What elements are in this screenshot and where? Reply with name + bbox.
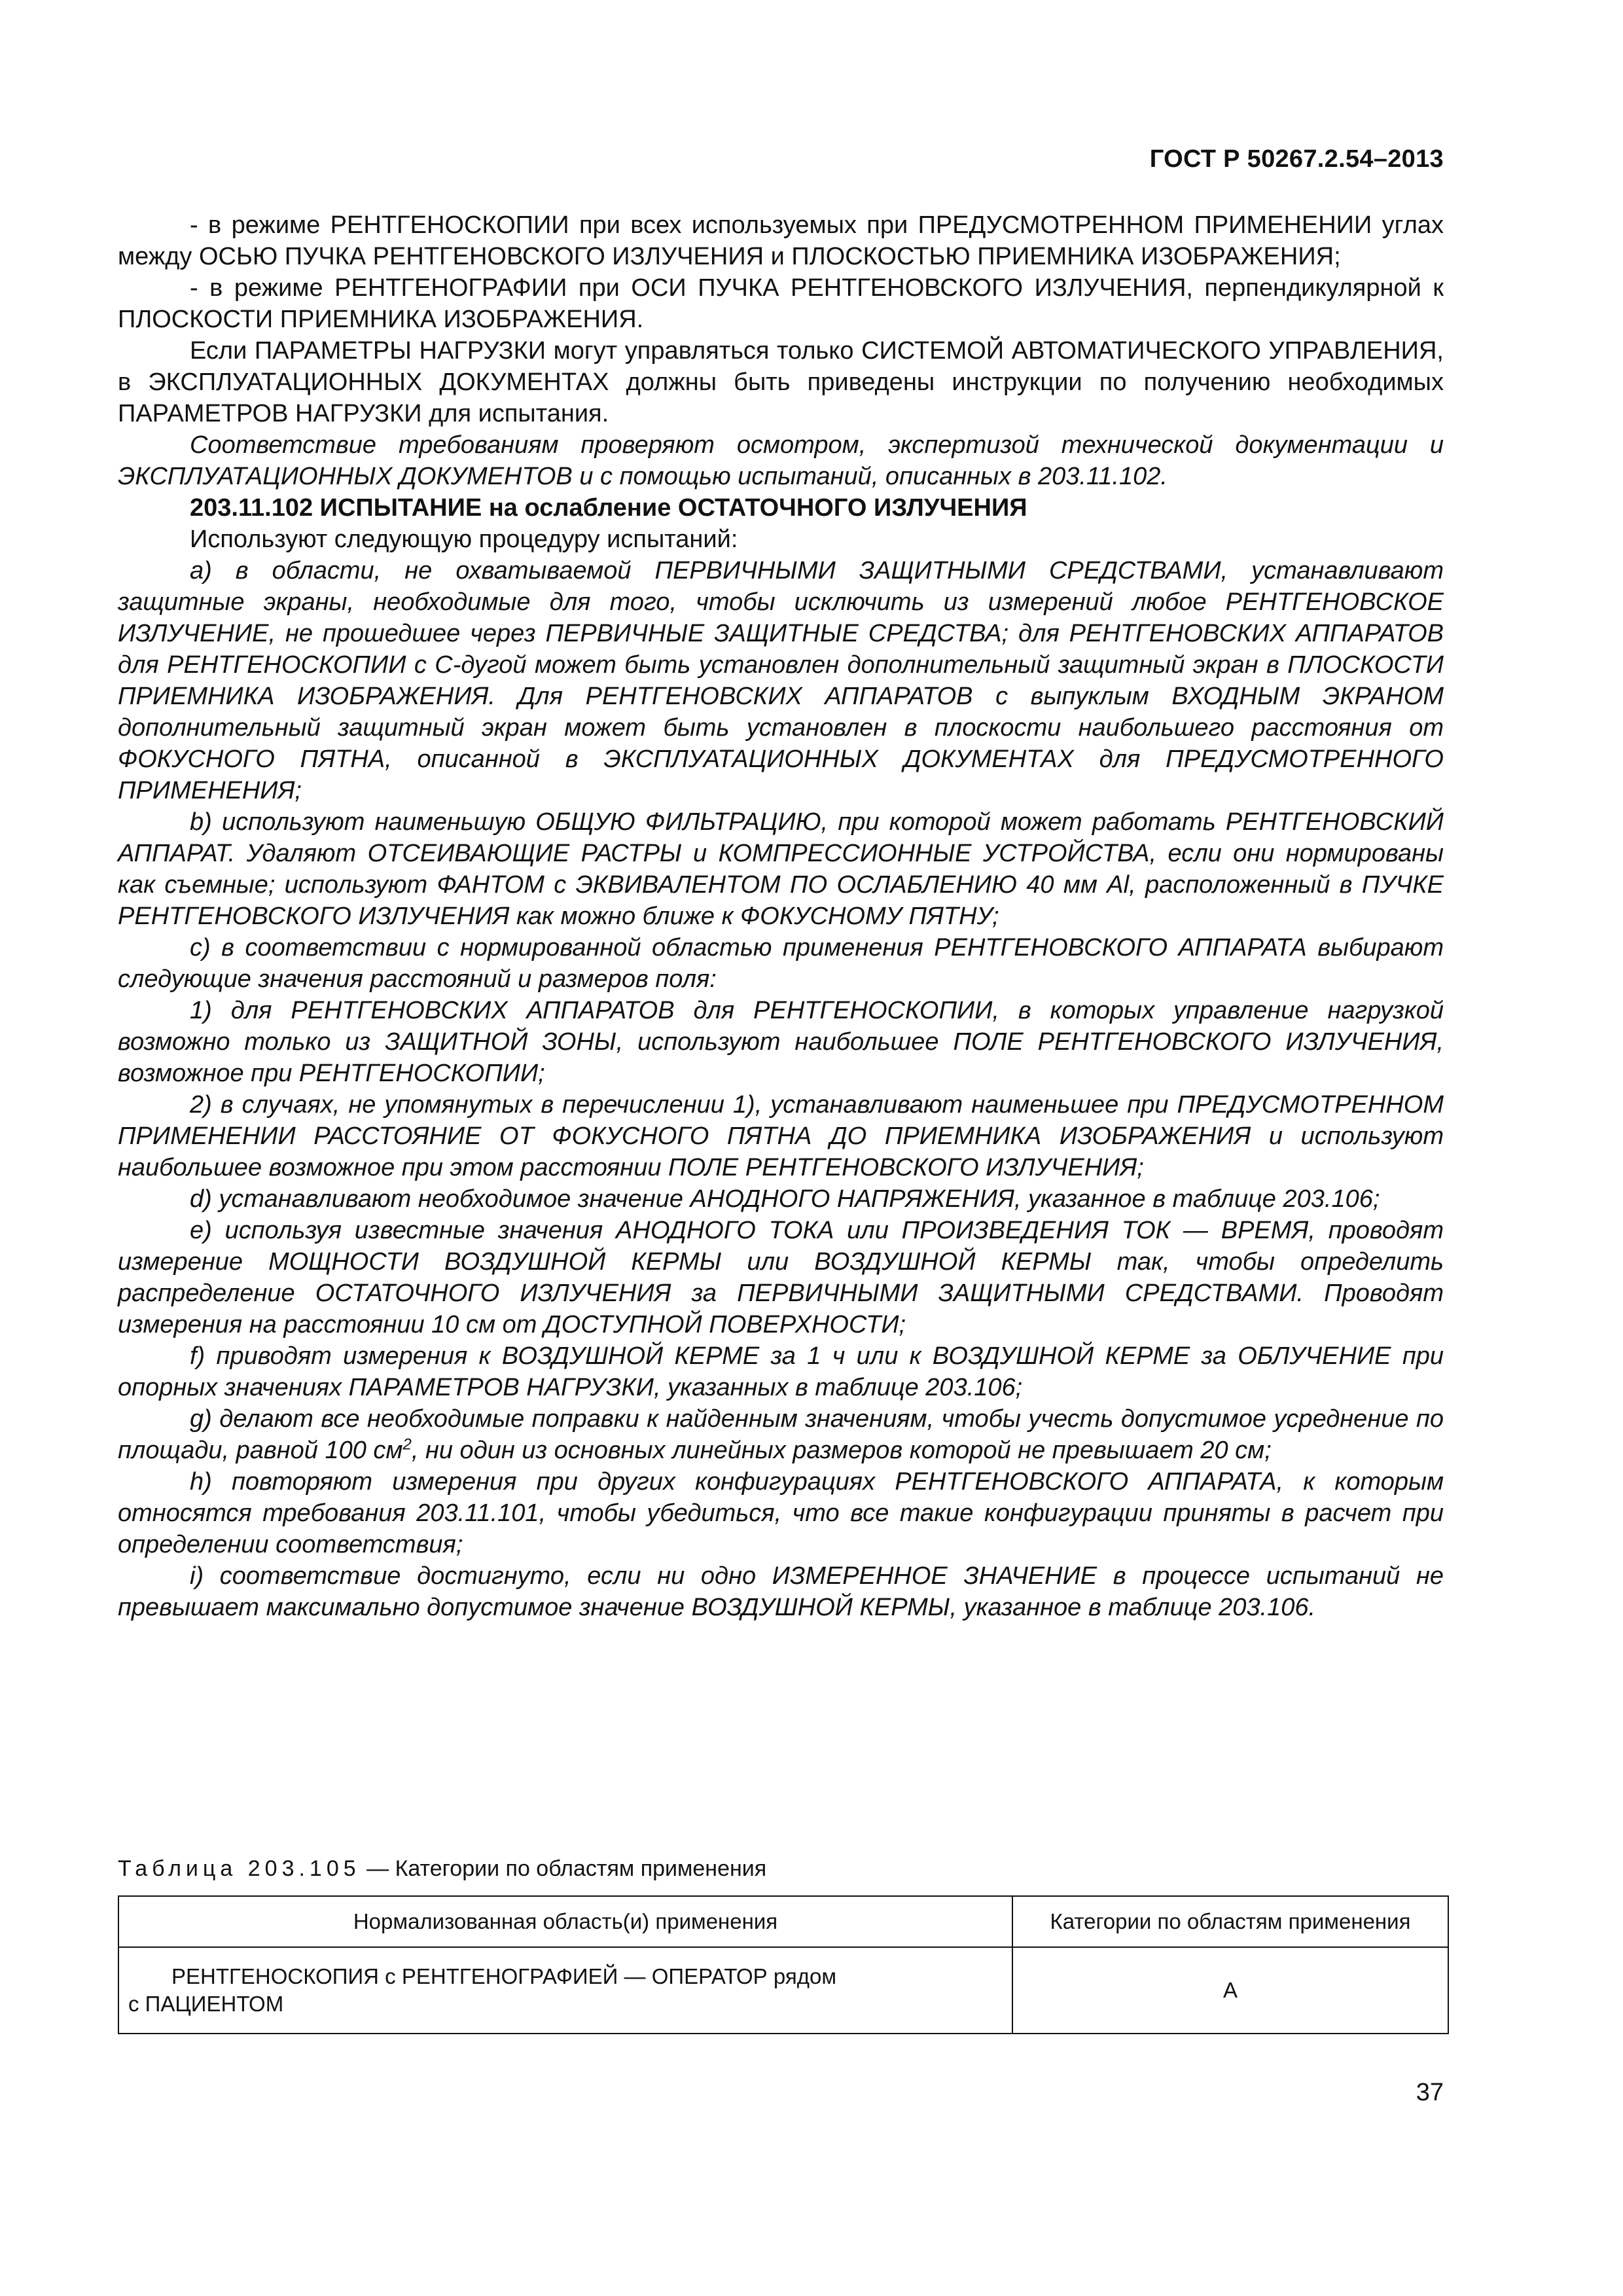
list-item-a: а) в области, не охватываемой ПЕРВИЧНЫМИ ЗАЩИТНЫМИ СРЕДСТВАМИ, устанавливают защитные экраны, необходимые для того, чтобы исключить из измерений любое РЕНТГЕНОВСКОЕ ИЗЛУЧЕНИЕ, не прошедшее через ПЕРВИЧНЫЕ ЗАЩИТНЫЕ СРЕДСТВА; для РЕНТГЕНОВСКИХ АППАРАТОВ для РЕНТГЕНОСКОПИИ с С-дугой может быть установлен дополнительный защитный экран в ПЛОСКОСТИ ПРИЕМНИКА ИЗОБРАЖЕНИЯ. Для РЕНТГЕНОВСКИХ АППАРАТОВ с выпуклым ВХОДНЫМ ЭКРАНОМ дополнительный защитный экран может быть установлен в плоскости наибольшего расстояния от ФОКУСНОГО ПЯТНА, описанной в ЭКСПЛУАТАЦИОННЫХ ДОКУМЕНТАХ для ПРЕДУСМОТРЕННОГО ПРИМЕНЕНИЯ;	[118, 557, 1444, 804]
paragraph-compliance-note: Соответствие требованиям проверяют осмотром, экспертизой технической документации и ЭКСПЛУАТАЦИОННЫХ ДОКУМЕНТОВ и с помощью испытаний, описанных в 203.11.102.	[118, 431, 1444, 490]
list-item-c-1: 1) для РЕНТГЕНОВСКИХ АППАРАТОВ для РЕНТГЕНОСКОПИИ, в которых управление нагрузкой возможно только из ЗАЩИТНОЙ ЗОНЫ, используют наибольшее ПОЛЕ РЕНТГЕНОВСКОГО ИЗЛУЧЕНИЯ, возможное при РЕНТГЕНОСКОПИИ;	[118, 997, 1444, 1087]
paragraph: - в режиме РЕНТГЕНОСКОПИИ при всех используемых при ПРЕДУСМОТРЕННОМ ПРИМЕНЕНИИ углах между ОСЬЮ ПУЧКА РЕНТГЕНОВСКОГО ИЗЛУЧЕНИЯ и ПЛОСКОСТЬЮ ПРИЕМНИКА ИЗОБРАЖЕНИЯ;	[118, 211, 1444, 270]
table-header-row	[118, 1896, 1448, 1947]
paragraph: - в режиме РЕНТГЕНОГРАФИИ при ОСИ ПУЧКА РЕНТГЕНОВСКОГО ИЗЛУЧЕНИЯ, перпендикулярной к ПЛОСКОСТИ ПРИЕМНИКА ИЗОБРАЖЕНИЯ.	[118, 274, 1444, 333]
page-number: 37	[1416, 2079, 1444, 2106]
table-caption	[118, 1856, 766, 1882]
list-item-c: c) в соответствии с нормированной областью применения РЕНТГЕНОВСКОГО АППАРАТА выбирают следующие значения расстояний и размеров поля:	[118, 934, 1444, 993]
list-item-b: b) используют наименьшую ОБЩУЮ ФИЛЬТРАЦИЮ, при которой может работать РЕНТГЕНОВСКИЙ АППАРАТ. Удаляют ОТСЕИВАЮЩИЕ РАСТРЫ и КОМПРЕССИОННЫЕ УСТРОЙСТВА, если они нормированы как съемные; используют ФАНТОМ с ЭКВИВАЛЕНТОМ ПО ОСЛАБЛЕНИЮ 40 мм Al, расположенный в ПУЧКЕ РЕНТГЕНОВСКОГО ИЗЛУЧЕНИЯ как можно ближе к ФОКУСНОМУ ПЯТНУ;	[118, 808, 1444, 930]
table-caption-label: Таблица 203.105	[118, 1856, 361, 1881]
list-item-g-text: g) делают все необходимые поправки к найденным значениям, чтобы учесть допустимое усреднение по площади, равной 100 см	[118, 1405, 1444, 1464]
table-cell-area	[118, 1947, 1012, 2034]
table-cell-area-line: с ПАЦИЕНТОМ	[128, 1992, 284, 2016]
table-caption-title: — Категории по областям применения	[360, 1856, 767, 1881]
superscript: 2	[402, 1435, 412, 1454]
list-item-c-2: 2) в случаях, не упомянутых в перечислении 1), устанавливают наименьшее при ПРЕДУСМОТРЕННОМ ПРИМЕНЕНИИ РАССТОЯНИЕ ОТ ФОКУСНОГО ПЯТНА ДО ПРИЕМНИКА ИЗОБРАЖЕНИЯ и используют наибольшее возможное при этом расстоянии ПОЛЕ РЕНТГЕНОВСКОГО ИЗЛУЧЕНИЯ;	[118, 1091, 1444, 1181]
standard-header: ГОСТ Р 50267.2.54–2013	[1149, 145, 1444, 173]
list-item-d: d) устанавливают необходимое значение АНОДНОГО НАПРЯЖЕНИЯ, указанное в таблице 203.106;	[190, 1185, 1380, 1213]
section-heading: 203.11.102 ИСПЫТАНИЕ на ослабление ОСТАТОЧНОГО ИЗЛУЧЕНИЯ	[190, 494, 1027, 522]
list-item-h: h) повторяют измерения при других конфигурациях РЕНТГЕНОВСКОГО АППАРАТА, к которым относятся требования 203.11.101, чтобы убедиться, что все такие конфигурации приняты в расчет при определении соответствия;	[118, 1468, 1444, 1558]
list-item-f: f) приводят измерения к ВОЗДУШНОЙ КЕРМЕ за 1 ч или к ВОЗДУШНОЙ КЕРМЕ за ОБЛУЧЕНИЕ при опорных значениях ПАРАМЕТРОВ НАГРУЗКИ, указанных в таблице 203.106;	[118, 1342, 1444, 1401]
body-text	[118, 209, 1444, 1623]
list-item-g	[118, 1403, 1444, 1466]
paragraph: Если ПАРАМЕТРЫ НАГРУЗКИ могут управляться только СИСТЕМОЙ АВТОМАТИЧЕСКОГО УПРАВЛЕНИЯ, в ЭКСПЛУАТАЦИОННЫХ ДОКУМЕНТАХ должны быть приведены инструкции по получению необходимых ПАРАМЕТРОВ НАГРУЗКИ для испытания.	[118, 337, 1444, 427]
paragraph: Используют следующую процедуру испытаний:	[190, 526, 738, 553]
list-item-e: e) используя известные значения АНОДНОГО ТОКА или ПРОИЗВЕДЕНИЯ ТОК — ВРЕМЯ, проводят измерение МОЩНОСТИ ВОЗДУШНОЙ КЕРМЫ или ВОЗДУШНОЙ КЕРМЫ так, чтобы определить распределение ОСТАТОЧНОГО ИЗЛУЧЕНИЯ за ПЕРВИЧНЫМИ ЗАЩИТНЫМИ СРЕДСТВАМИ. Проводят измерения на расстоянии 10 см от ДОСТУПНОЙ ПОВЕРХНОСТИ;	[118, 1217, 1444, 1338]
table-cell-area-line: РЕНТГЕНОСКОПИЯ с РЕНТГЕНОГРАФИЕЙ — ОПЕРАТОР рядом	[171, 1964, 837, 1988]
table-header-cell: Категории по областям применения	[1012, 1896, 1448, 1947]
table-cell-category: А	[1012, 1947, 1448, 2034]
table-row	[118, 1947, 1448, 2034]
list-item-g-text-end: , ни один из основных линейных размеров которой не превышает 20 см;	[411, 1437, 1272, 1464]
list-item-i: i) соответствие достигнуто, если ни одно ИЗМЕРЕННОЕ ЗНАЧЕНИЕ в процессе испытаний не превышает максимально допустимое значение ВОЗДУШНОЙ КЕРМЫ, указанное в таблице 203.106.	[118, 1562, 1444, 1621]
table-header-cell: Нормализованная область(и) применения	[118, 1896, 1012, 1947]
categories-table	[118, 1895, 1449, 2034]
